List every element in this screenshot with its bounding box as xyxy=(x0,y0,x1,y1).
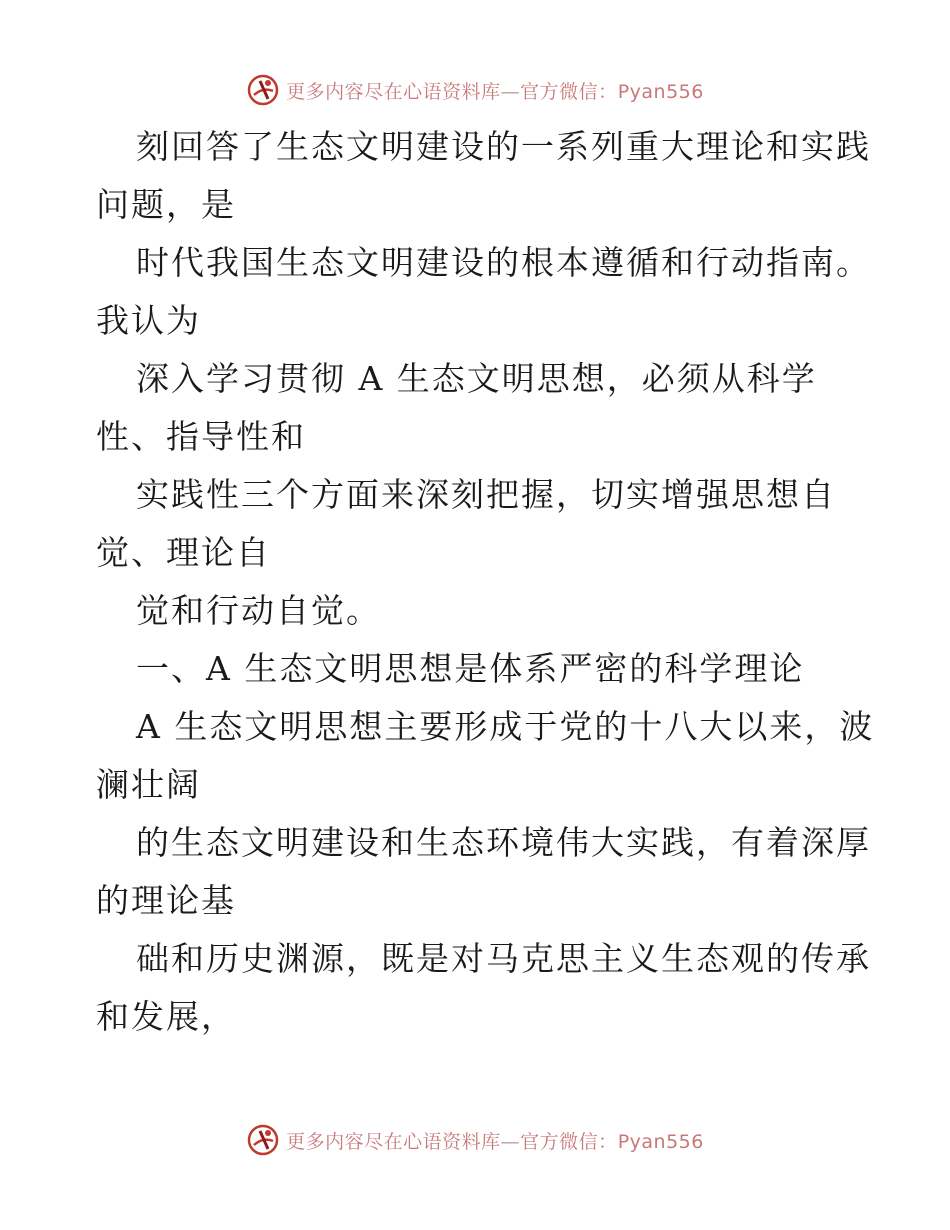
text-line: 刻回答了生态文明建设的一系列重大理论和实践 xyxy=(136,127,871,166)
text-line: 的生态文明建设和生态环境伟大实践，有着深厚 xyxy=(136,823,871,862)
watermark-brand: 更多内容尽在心语资料库 xyxy=(286,80,501,103)
text-line: 础和历史渊源，既是对马克思主义生态观的传承 xyxy=(136,939,871,978)
section-heading: 一、A 生态文明思想是体系严密的科学理论 xyxy=(136,649,805,688)
watermark-text xyxy=(286,77,704,104)
watermark-separator: — xyxy=(500,1130,521,1153)
text-line: 性、指导性和 xyxy=(96,417,306,456)
watermark-text xyxy=(286,1127,704,1154)
watermark-wechat-label: 官方微信： xyxy=(520,1130,618,1153)
document-body xyxy=(96,118,876,1046)
watermark-wechat-id: Pyan556 xyxy=(617,80,704,103)
book-quill-logo-icon xyxy=(246,73,280,107)
watermark-separator: — xyxy=(500,80,521,103)
text-line: 实践性三个方面来深刻把握，切实增强思想自 xyxy=(136,475,836,514)
watermark-brand: 更多内容尽在心语资料库 xyxy=(286,1130,501,1153)
footer-watermark xyxy=(0,1120,950,1160)
text-line: 时代我国生态文明建设的根本遵循和行动指南。 xyxy=(136,243,871,282)
book-quill-logo-icon xyxy=(246,1123,280,1157)
watermark-wechat-label: 官方微信： xyxy=(520,80,618,103)
text-line: 我认为 xyxy=(96,301,201,340)
text-line: 的理论基 xyxy=(96,881,236,920)
text-line: 问题，是 xyxy=(96,185,236,224)
text-line: 深入学习贯彻 A 生态文明思想，必须从科学 xyxy=(136,359,817,398)
text-line: 澜壮阔 xyxy=(96,765,201,804)
text-line: 觉、理论自 xyxy=(96,533,271,572)
text-line: A 生态文明思想主要形成于党的十八大以来，波 xyxy=(136,707,875,746)
header-watermark xyxy=(0,70,950,110)
watermark-wechat-id: Pyan556 xyxy=(617,1130,704,1153)
text-line: 和发展， xyxy=(96,997,236,1036)
text-line: 觉和行动自觉。 xyxy=(136,591,381,630)
